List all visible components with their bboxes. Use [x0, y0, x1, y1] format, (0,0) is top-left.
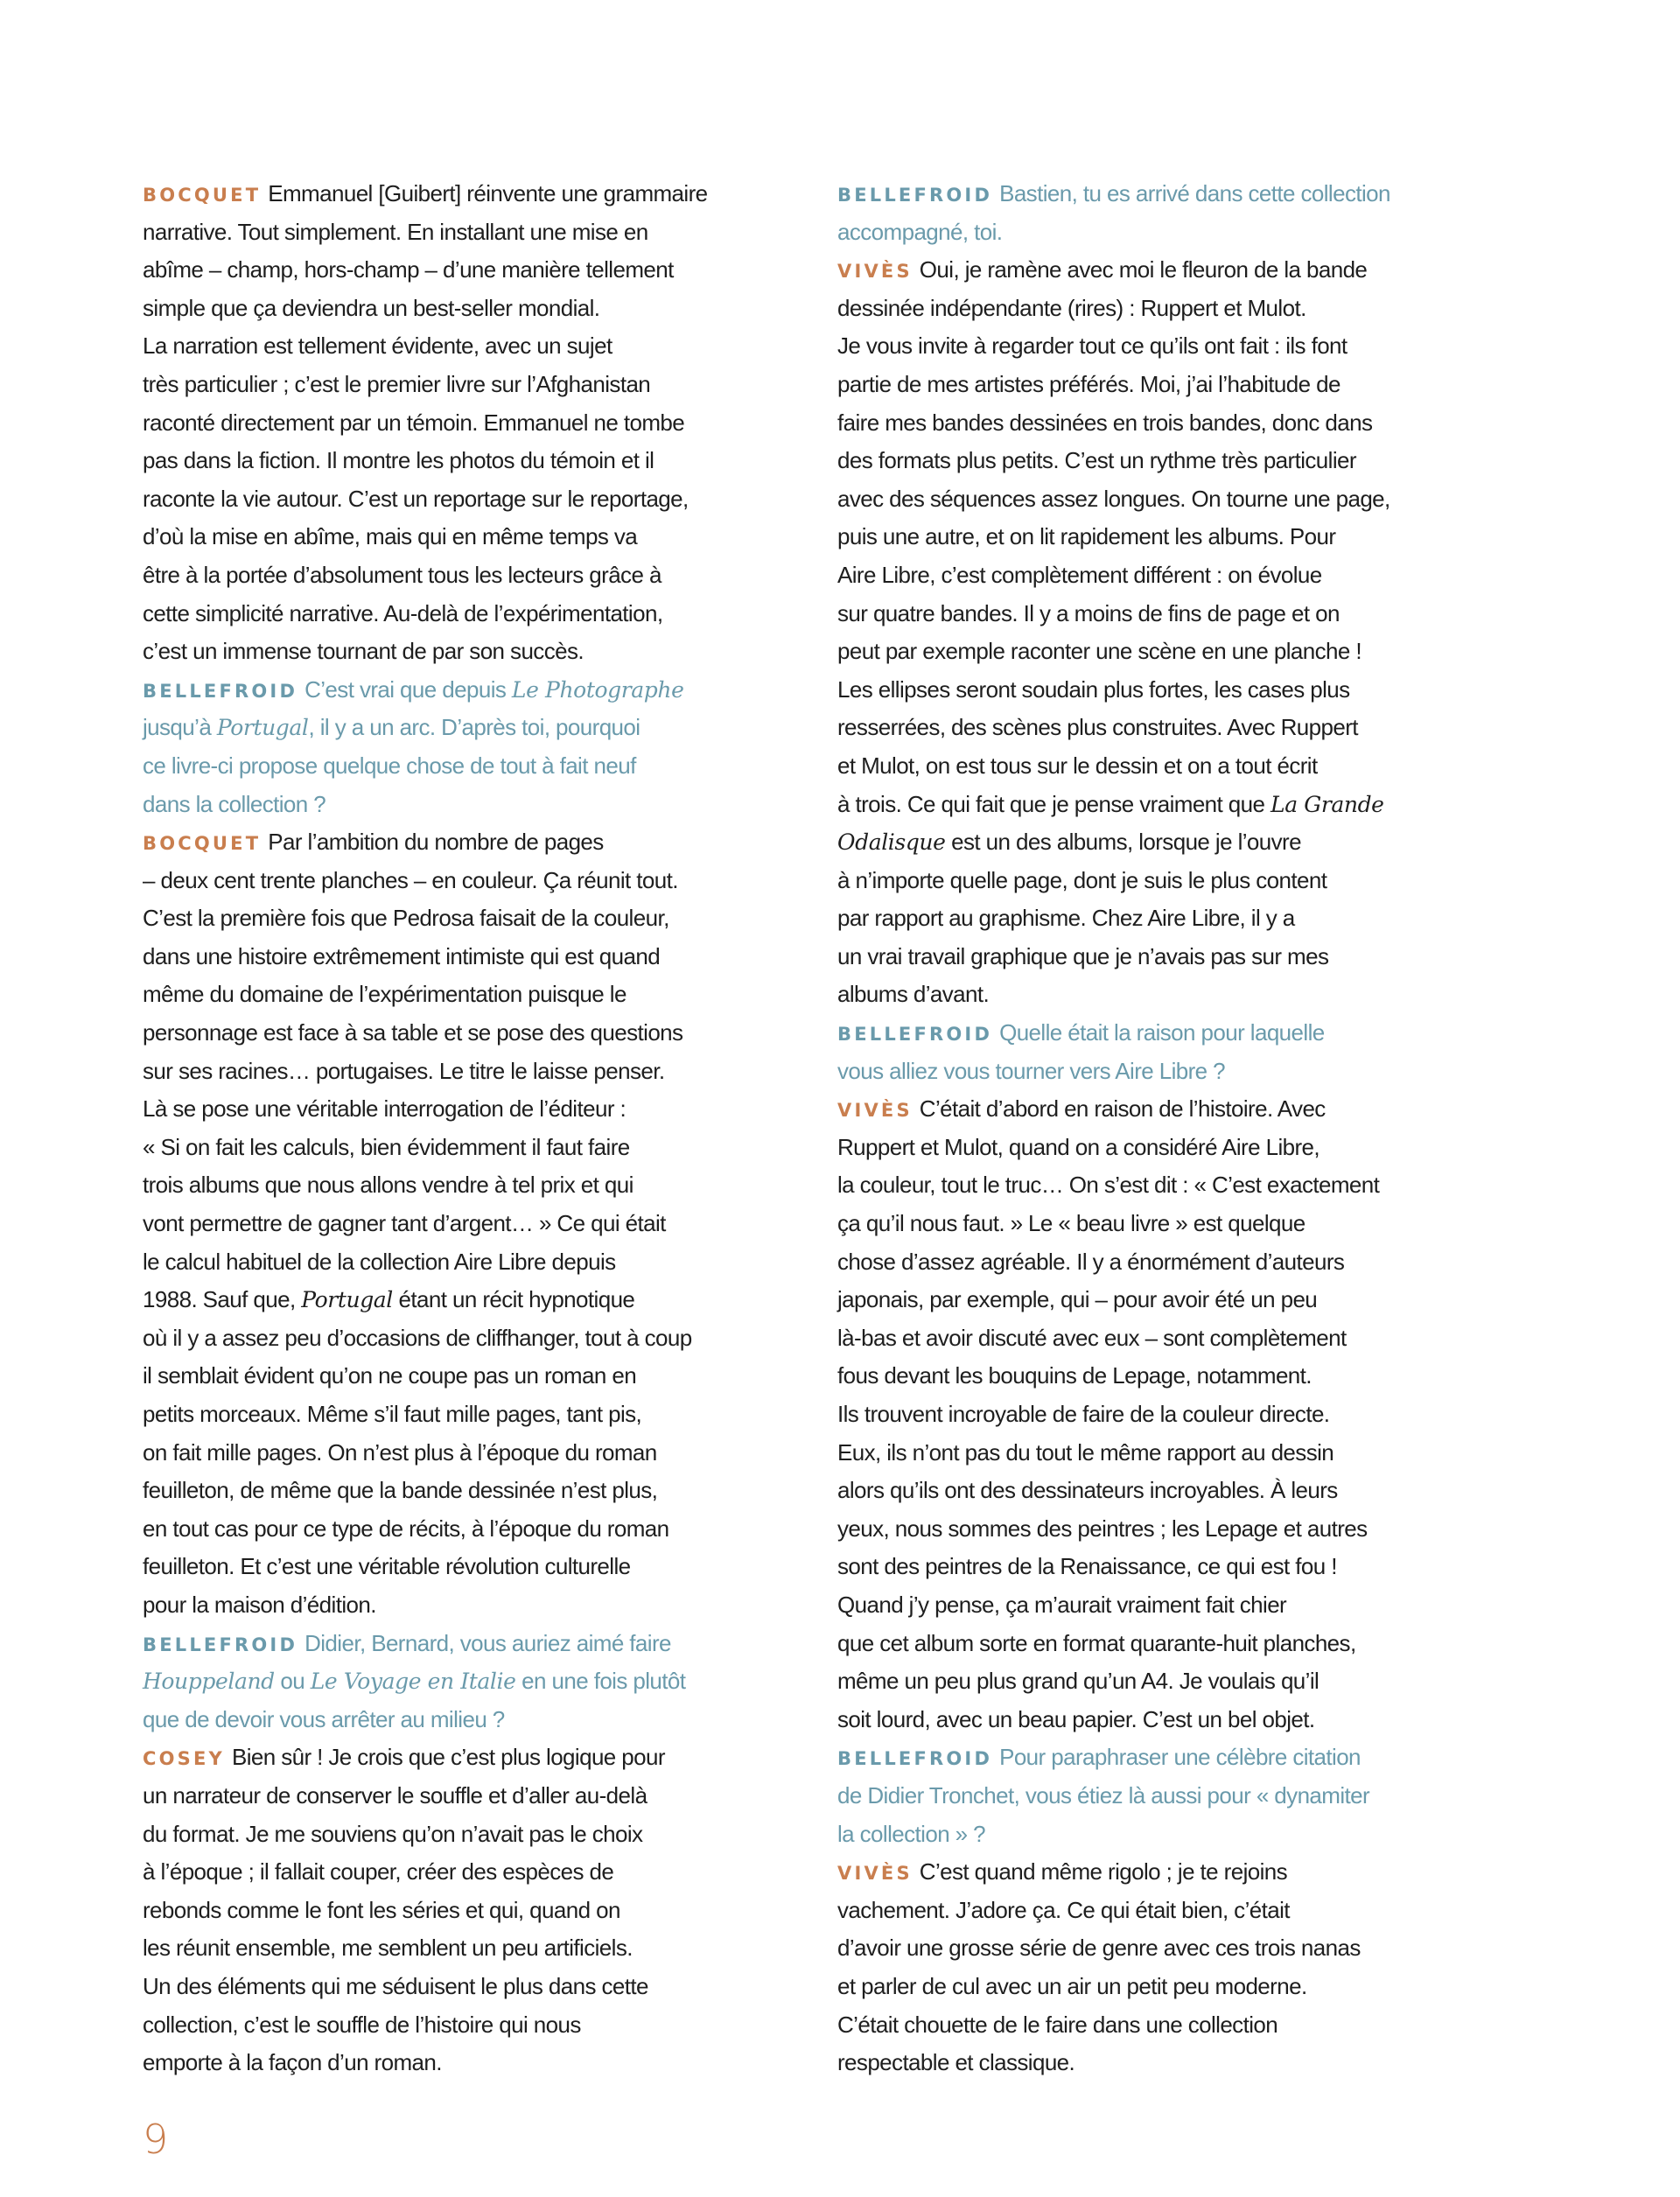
text-segment: chose d’assez agréable. Il y a énormément d’auteurs: [837, 1248, 1345, 1275]
text-segment: Ils trouvent incroyable de faire de la couleur directe.: [837, 1401, 1330, 1427]
text-line: [837, 2044, 1485, 2082]
text-segment: d’avoir une grosse série de genre avec ces trois nanas: [837, 1935, 1361, 1962]
guest-answer: [143, 175, 790, 671]
text-segment: la collection » ?: [837, 1820, 986, 1847]
text-segment: sur ses racines… portugaises. Le titre le laisse penser.: [143, 1057, 665, 1084]
text-segment: emporte à la façon d’un roman.: [143, 2049, 442, 2076]
text-segment: Bastien, tu es arrivé dans cette collection: [999, 180, 1390, 206]
speaker-name: BELLEFROID: [143, 1634, 298, 1655]
text-line: [837, 1739, 1485, 1777]
text-line: [837, 786, 1485, 824]
text-segment: dessinée indépendante (rires) : Ruppert et Mulot.: [837, 294, 1306, 321]
text-segment: sur quatre bandes. Il y a moins de fins de page et on: [837, 599, 1340, 626]
text-line: [837, 213, 1485, 252]
text-segment: Eux, ils n’ont pas du tout le même rapport au dessin: [837, 1438, 1334, 1466]
left-column: [143, 175, 790, 2082]
text-line: [837, 1777, 1485, 1816]
text-segment: du format. Je me souviens qu’on n’avait pas le choix: [143, 1820, 643, 1847]
text-line: [143, 1129, 790, 1167]
text-line: [837, 251, 1485, 290]
speaker-name: BELLEFROID: [143, 680, 298, 702]
text-segment: japonais, par exemple, qui – pour avoir été un peu: [837, 1286, 1318, 1313]
text-segment: vachement. J’adore ça. Ce qui était bien, c’était: [837, 1896, 1290, 1923]
text-segment: pour la maison d’édition.: [143, 1591, 376, 1618]
interviewer-question: [143, 1625, 790, 1739]
text-line: [143, 366, 790, 404]
text-segment: cette simplicité narrative. Au-delà de l’expérimentation,: [143, 599, 663, 626]
text-line: [143, 2006, 790, 2045]
text-segment: soit lourd, avec un beau papier. C’est un bel objet.: [837, 1705, 1315, 1732]
text-line: [837, 1053, 1485, 1091]
text-line: [837, 1929, 1485, 1968]
text-line: [143, 976, 790, 1014]
text-line: [143, 786, 790, 824]
text-line: [143, 480, 790, 519]
text-line: [143, 899, 790, 938]
speaker-name: VIVÈS: [837, 1863, 913, 1885]
text-segment: Quand j’y pense, ça m’aurait vraiment fait chier: [837, 1591, 1287, 1618]
text-line: [837, 1968, 1485, 2006]
text-segment: C’est la première fois que Pedrosa faisait de la couleur,: [143, 905, 669, 932]
text-line: [837, 1129, 1485, 1167]
text-line: [837, 976, 1485, 1014]
text-line: [143, 633, 790, 671]
text-segment: Un des éléments qui me séduisent le plus dans cette: [143, 1972, 648, 1999]
text-line: [837, 404, 1485, 443]
text-line: [837, 1853, 1485, 1892]
text-line: [143, 1053, 790, 1091]
right-column: [837, 175, 1485, 2082]
text-segment: simple que ça deviendra un best-seller mondial.: [143, 294, 600, 321]
text-segment: rebonds comme le font les séries et qui, quand on: [143, 1896, 620, 1923]
text-line: [837, 1357, 1485, 1396]
text-line: [143, 327, 790, 366]
text-segment: fous devant les bouquins de Lepage, notamment.: [837, 1362, 1312, 1389]
text-line: [143, 938, 790, 976]
text-segment: avec des séquences assez longues. On tourne une page,: [837, 485, 1390, 512]
italic-title: Le Voyage en Italie: [310, 1669, 516, 1695]
text-segment: petits morceaux. Même s’il faut mille pages, tant pis,: [143, 1401, 642, 1427]
text-line: [143, 1090, 790, 1129]
text-segment: La narration est tellement évidente, avec un sujet: [143, 332, 612, 360]
text-segment: même du domaine de l’expérimentation puisque le: [143, 981, 626, 1008]
text-segment: vont permettre de gagner tant d’argent… » Ce qui était: [143, 1210, 666, 1237]
text-line: [143, 1548, 790, 1586]
text-segment: d’où la mise en abîme, mais qui en même temps va: [143, 523, 638, 550]
guest-answer: [837, 1090, 1485, 1739]
text-line: [837, 1014, 1485, 1053]
text-line: [143, 1625, 790, 1663]
text-line: [143, 1816, 790, 1854]
text-segment: étant un récit hypnotique: [392, 1286, 635, 1313]
text-line: [143, 556, 790, 595]
text-line: [143, 251, 790, 290]
text-line: [143, 442, 790, 480]
text-segment: même un peu plus grand qu’un A4. Je voulais qu’il: [837, 1668, 1320, 1695]
text-line: [143, 404, 790, 443]
text-line: [143, 1892, 790, 1930]
text-line: [837, 1090, 1485, 1129]
interviewer-question: [837, 1739, 1485, 1853]
text-segment: raconté directement par un témoin. Emmanuel ne tombe: [143, 409, 685, 436]
guest-answer: [837, 251, 1485, 1014]
text-segment: ou: [274, 1668, 311, 1695]
text-line: [143, 1357, 790, 1396]
text-segment: faire mes bandes dessinées en trois bandes, donc dans: [837, 409, 1373, 436]
text-segment: respectable et classique.: [837, 2049, 1075, 2076]
text-segment: où il y a assez peu d’occasions de cliffhanger, tout à coup: [143, 1324, 692, 1351]
text-segment: que de devoir vous arrêter au milieu ?: [143, 1705, 505, 1732]
text-segment: et Mulot, on est tous sur le dessin et on a tout écrit: [837, 752, 1318, 779]
text-line: [837, 709, 1485, 747]
italic-title: Le Photographe: [511, 676, 684, 703]
speaker-name: VIVÈS: [837, 1100, 913, 1122]
text-segment: être à la portée d’absolument tous les lecteurs grâce à: [143, 561, 662, 588]
text-segment: accompagné, toi.: [837, 218, 1003, 245]
text-segment: C’est vrai que depuis: [304, 675, 512, 703]
text-segment: Aire Libre, c’est complètement différent : on évolue: [837, 561, 1322, 588]
text-segment: , il y a un arc. D’après toi, pourquoi: [308, 714, 640, 741]
speaker-name: BELLEFROID: [837, 1748, 993, 1770]
text-line: [837, 633, 1485, 671]
interviewer-question: [837, 175, 1485, 251]
text-segment: là-bas et avoir discuté avec eux – sont complètement: [837, 1324, 1347, 1351]
text-segment: Je vous invite à regarder tout ce qu’ils ont fait : ils font: [837, 332, 1348, 360]
text-line: [837, 1510, 1485, 1549]
text-line: [837, 1472, 1485, 1510]
text-line: [837, 1625, 1485, 1663]
text-line: [143, 1166, 790, 1205]
text-line: [837, 480, 1485, 519]
text-segment: à n’importe quelle page, dont je suis le plus content: [837, 866, 1327, 893]
italic-title: Portugal: [216, 715, 309, 741]
text-line: [143, 1586, 790, 1625]
text-segment: Emmanuel [Guibert] réinvente une grammaire: [268, 180, 708, 206]
text-segment: par rapport au graphisme. Chez Aire Libre, il y a: [837, 905, 1295, 932]
text-segment: 1988. Sauf que,: [143, 1286, 302, 1313]
text-segment: yeux, nous sommes des peintres ; les Lepage et autres: [837, 1515, 1368, 1542]
speaker-name: COSEY: [143, 1748, 225, 1770]
text-line: [143, 823, 790, 862]
text-segment: en tout cas pour ce type de récits, à l’époque du roman: [143, 1515, 669, 1542]
text-line: [143, 709, 790, 747]
text-segment: Les ellipses seront soudain plus fortes, les cases plus: [837, 675, 1350, 703]
text-line: [143, 1968, 790, 2006]
text-line: [143, 213, 790, 252]
text-segment: et parler de cul avec un air un petit peu moderne.: [837, 1972, 1307, 1999]
text-line: [143, 1701, 790, 1739]
italic-title: Portugal: [301, 1287, 393, 1313]
text-segment: est un des albums, lorsque je l’ouvre: [945, 829, 1301, 856]
speaker-name: VIVÈS: [837, 261, 913, 283]
text-line: [837, 1586, 1485, 1625]
italic-title: Odalisque: [837, 829, 946, 856]
text-line: [837, 595, 1485, 633]
text-line: [143, 1396, 790, 1434]
text-segment: alors qu’ils ont des dessinateurs incroyables. À leurs: [837, 1477, 1338, 1504]
text-segment: très particulier ; c’est le premier livre sur l’Afghanistan: [143, 370, 651, 397]
text-line: [837, 175, 1485, 213]
guest-answer: [837, 1853, 1485, 2082]
text-segment: puis une autre, et on lit rapidement les albums. Pour: [837, 523, 1336, 550]
text-line: [837, 823, 1485, 862]
text-line: [837, 1892, 1485, 1930]
text-line: [837, 327, 1485, 366]
page-number: 9: [143, 2116, 169, 2163]
text-segment: Quelle était la raison pour laquelle: [999, 1019, 1325, 1046]
text-line: [143, 1510, 790, 1549]
text-segment: de Didier Tronchet, vous étiez là aussi pour « dynamiter: [837, 1781, 1370, 1809]
text-line: [143, 518, 790, 556]
text-segment: c’est un immense tournant de par son succès.: [143, 638, 584, 665]
guest-answer: [143, 823, 790, 1624]
text-line: [837, 899, 1485, 938]
text-segment: à trois. Ce qui fait que je pense vraiment que: [837, 790, 1270, 817]
text-segment: les réunit ensemble, me semblent un peu artificiels.: [143, 1935, 633, 1962]
text-line: [837, 2006, 1485, 2045]
text-segment: personnage est face à sa table et se pose des questions: [143, 1019, 683, 1046]
text-line: [143, 175, 790, 213]
text-segment: Là se pose une véritable interrogation de l’éditeur :: [143, 1095, 626, 1123]
text-line: [143, 290, 790, 328]
speaker-name: BOCQUET: [143, 185, 262, 206]
text-segment: dans une histoire extrêmement intimiste qui est quand: [143, 942, 661, 969]
text-line: [837, 1243, 1485, 1282]
text-line: [143, 1434, 790, 1473]
italic-title: Houppeland: [143, 1669, 275, 1695]
speaker-name: BELLEFROID: [837, 1024, 993, 1046]
text-segment: C’est quand même rigolo ; je te rejoins: [919, 1858, 1288, 1886]
text-line: [143, 1319, 790, 1358]
text-line: [143, 1014, 790, 1053]
text-segment: resserrées, des scènes plus construites. Avec Ruppert: [837, 714, 1358, 741]
text-segment: jusqu’à: [143, 714, 217, 741]
text-line: [837, 1205, 1485, 1243]
text-segment: sont des peintres de la Renaissance, ce qui est fou !: [837, 1553, 1337, 1580]
text-segment: un vrai travail graphique que je n’avais pas sur mes: [837, 942, 1329, 969]
text-line: [143, 1205, 790, 1243]
text-segment: albums d’avant.: [837, 981, 990, 1008]
text-line: [837, 747, 1485, 786]
text-segment: trois albums que nous allons vendre à tel prix et qui: [143, 1172, 634, 1199]
text-segment: à l’époque ; il fallait couper, créer des espèces de: [143, 1858, 614, 1886]
text-line: [143, 671, 790, 710]
text-line: [143, 747, 790, 786]
text-segment: des formats plus petits. C’est un rythme très particulier: [837, 447, 1356, 474]
text-line: [837, 1662, 1485, 1701]
text-line: [143, 1853, 790, 1892]
text-segment: en une fois plutôt: [515, 1668, 686, 1695]
text-segment: dans la collection ?: [143, 790, 326, 817]
text-segment: raconte la vie autour. C’est un reportage sur le reportage,: [143, 485, 689, 512]
text-line: [837, 366, 1485, 404]
interviewer-question: [837, 1014, 1485, 1090]
speaker-name: BELLEFROID: [837, 185, 993, 206]
text-line: [837, 1816, 1485, 1854]
text-line: [837, 1281, 1485, 1319]
text-segment: narrative. Tout simplement. En installant une mise en: [143, 218, 648, 245]
text-segment: pas dans la fiction. Il montre les photos du témoin et il: [143, 447, 654, 474]
text-segment: Par l’ambition du nombre de pages: [268, 829, 604, 856]
text-line: [143, 1777, 790, 1816]
text-line: [143, 1739, 790, 1777]
text-line: [837, 1166, 1485, 1205]
text-line: [143, 862, 790, 900]
text-segment: peut par exemple raconter une scène en une planche !: [837, 638, 1362, 665]
text-line: [837, 518, 1485, 556]
text-segment: Ruppert et Mulot, quand on a considéré Aire Libre,: [837, 1133, 1320, 1160]
text-line: [143, 1281, 790, 1319]
text-line: [143, 1662, 790, 1701]
text-segment: Pour paraphraser une célèbre citation: [999, 1744, 1361, 1771]
italic-title: La Grande: [1270, 791, 1384, 817]
text-segment: Oui, je ramène avec moi le fleuron de la bande: [919, 256, 1368, 283]
guest-answer: [143, 1739, 790, 2082]
text-segment: feuilleton. Et c’est une véritable révolution culturelle: [143, 1553, 631, 1580]
text-segment: partie de mes artistes préférés. Moi, j’ai l’habitude de: [837, 370, 1340, 397]
text-segment: la couleur, tout le truc… On s’est dit : « C’est exactement: [837, 1172, 1380, 1199]
text-segment: le calcul habituel de la collection Aire Libre depuis: [143, 1248, 616, 1275]
text-segment: « Si on fait les calculs, bien évidemment il faut faire: [143, 1133, 630, 1160]
text-segment: abîme – champ, hors-champ – d’une manière tellement: [143, 256, 674, 283]
text-segment: C’était d’abord en raison de l’histoire. Avec: [919, 1095, 1326, 1123]
text-segment: ce livre-ci propose quelque chose de tout à fait neuf: [143, 752, 636, 779]
text-segment: il semblait évident qu’on ne coupe pas un roman en: [143, 1362, 637, 1389]
text-line: [837, 442, 1485, 480]
text-line: [837, 1701, 1485, 1739]
text-segment: – deux cent trente planches – en couleur. Ça réunit tout.: [143, 866, 678, 893]
text-segment: ça qu’il nous faut. » Le « beau livre » est quelque: [837, 1210, 1306, 1237]
text-line: [837, 671, 1485, 710]
text-line: [143, 1243, 790, 1282]
text-line: [837, 1319, 1485, 1358]
text-line: [837, 938, 1485, 976]
text-line: [143, 1472, 790, 1510]
text-segment: on fait mille pages. On n’est plus à l’époque du roman: [143, 1438, 657, 1466]
text-line: [143, 2044, 790, 2082]
speaker-name: BOCQUET: [143, 833, 262, 855]
text-line: [837, 1434, 1485, 1473]
text-segment: collection, c’est le souffle de l’histoire qui nous: [143, 2011, 581, 2038]
text-segment: vous alliez vous tourner vers Aire Libre ?: [837, 1057, 1226, 1084]
text-segment: Bien sûr ! Je crois que c’est plus logique pour: [231, 1744, 665, 1771]
text-line: [837, 556, 1485, 595]
text-line: [837, 1396, 1485, 1434]
text-segment: C’était chouette de le faire dans une collection: [837, 2011, 1278, 2038]
text-line: [837, 862, 1485, 900]
text-segment: feuilleton, de même que la bande dessinée n’est plus,: [143, 1477, 658, 1504]
text-line: [143, 595, 790, 633]
interviewer-question: [143, 671, 790, 823]
text-segment: un narrateur de conserver le souffle et d’aller au-delà: [143, 1781, 648, 1809]
text-line: [837, 1548, 1485, 1586]
text-segment: Didier, Bernard, vous auriez aimé faire: [304, 1629, 671, 1656]
text-line: [143, 1929, 790, 1968]
text-segment: que cet album sorte en format quarante-huit planches,: [837, 1629, 1356, 1656]
text-line: [837, 290, 1485, 328]
